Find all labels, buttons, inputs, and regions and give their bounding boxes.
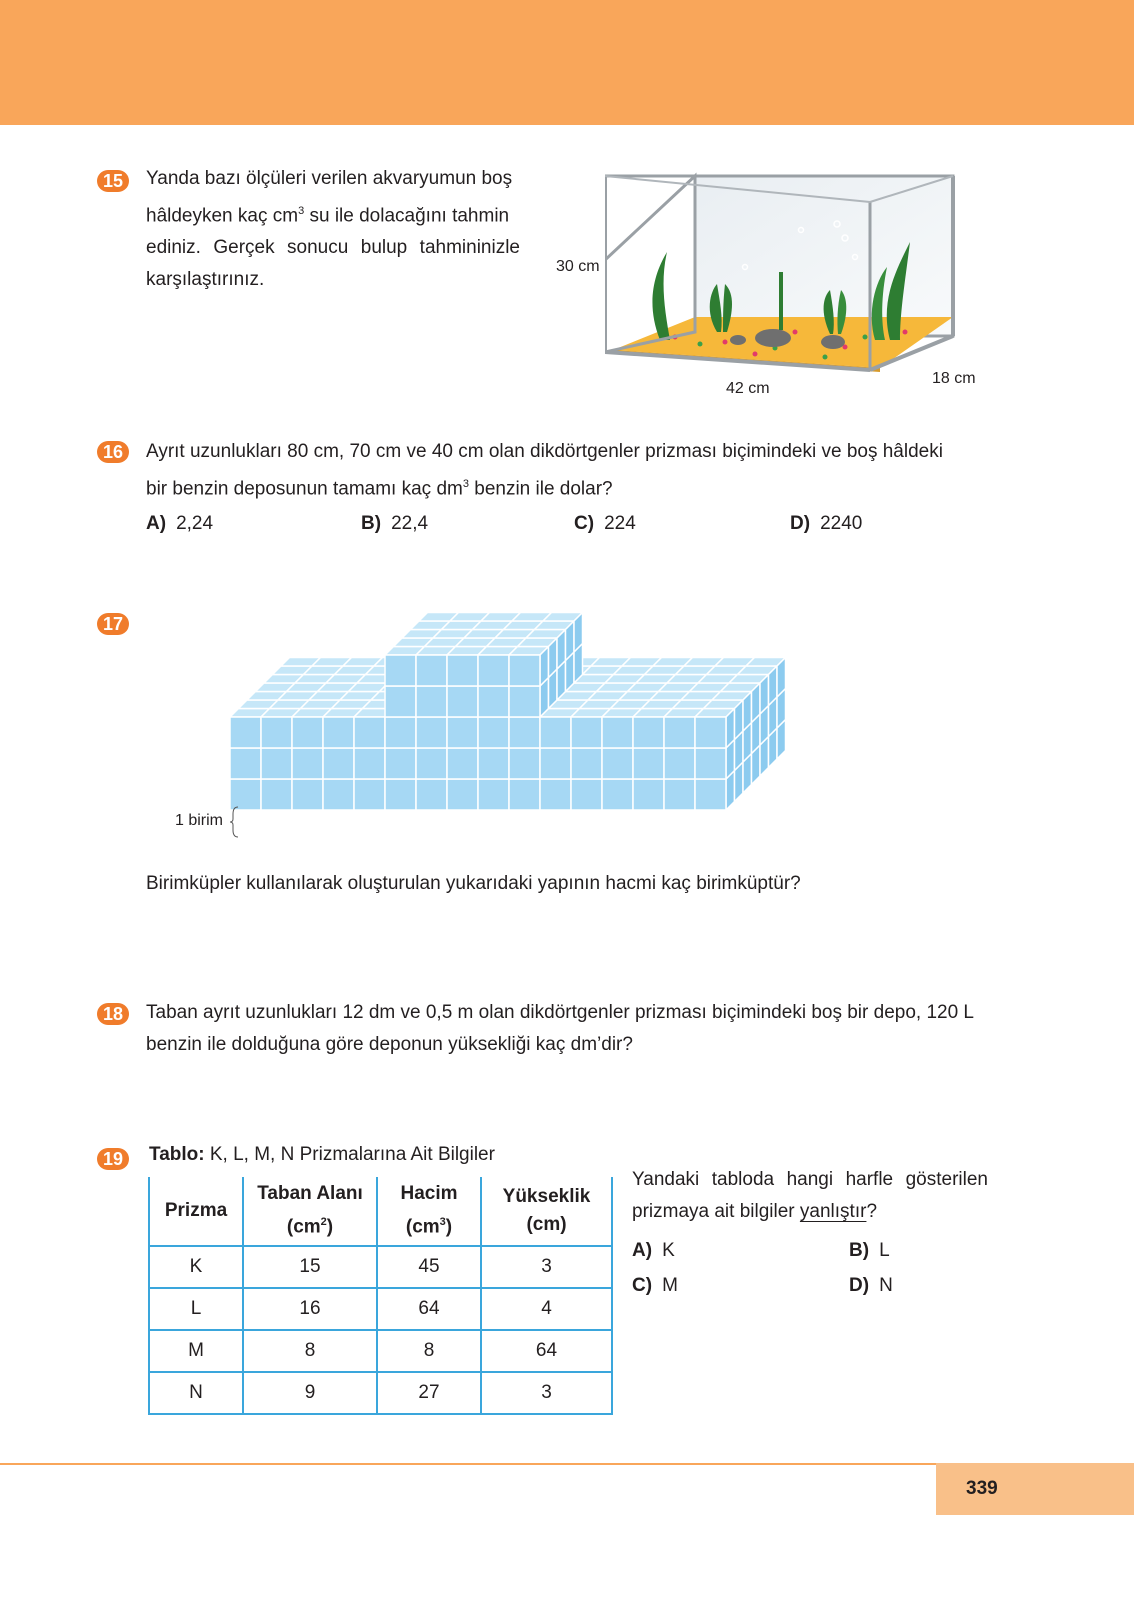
q19-question-line-2: prizmaya ait bilgiler yanlıştır? xyxy=(632,1201,878,1222)
cell-hacim: 27 xyxy=(377,1372,481,1414)
q17-question: Birimküpler kullanılarak oluşturulan yukarıdaki yapının hacmi kaç birimküptür? xyxy=(146,873,801,894)
q15-line-1: Yanda bazı ölçüleri verilen akvaryumun boş xyxy=(146,168,513,189)
cell-yukseklik: 3 xyxy=(481,1372,612,1414)
q19-option-b[interactable]: B) L xyxy=(849,1240,890,1261)
prism-info-table xyxy=(148,1177,613,1415)
cube-face xyxy=(633,779,664,810)
q16-line-1: Ayrıt uzunlukları 80 cm, 70 cm ve 40 cm olan dikdörtgenler prizması biçimindeki ve boş hâldeki xyxy=(146,441,943,462)
unit-brace xyxy=(230,806,240,838)
question-number-17: 17 xyxy=(97,613,129,635)
cube-face xyxy=(292,779,323,810)
cube-face xyxy=(385,748,416,779)
cube-face xyxy=(478,779,509,810)
cube-face xyxy=(509,717,540,748)
q15-line-2: hâldeyken kaç $cm^3$ su ile dolacağını tahmin xyxy=(146,205,510,227)
table-row xyxy=(149,1330,612,1372)
cell-taban: 16 xyxy=(243,1288,377,1330)
cube-face xyxy=(478,748,509,779)
cell-taban: 9 xyxy=(243,1372,377,1414)
q16-option-c[interactable]: C) 224 xyxy=(574,513,636,534)
q16-option-b[interactable]: B) 22,4 xyxy=(361,513,429,534)
cube-face xyxy=(447,748,478,779)
unit-label: 1 birim xyxy=(175,812,224,829)
cube-face xyxy=(478,717,509,748)
cube-face xyxy=(416,779,447,810)
q18-line-2: benzin ile dolduğuna göre deponun yüksekliği kaç dm’dir? xyxy=(146,1034,633,1055)
cube-face xyxy=(509,655,540,686)
header-band xyxy=(0,0,1134,125)
table-row xyxy=(149,1246,612,1288)
q15-line-3: ediniz. Gerçek sonucu bulup tahmininizle xyxy=(146,237,520,259)
cell-taban: 15 xyxy=(243,1246,377,1288)
question-15-text xyxy=(146,163,520,296)
cube-face xyxy=(261,717,292,748)
cube-face xyxy=(540,717,571,748)
cube-face xyxy=(695,717,726,748)
cube-face xyxy=(571,717,602,748)
aquarium-height-label: 30 cm xyxy=(556,258,600,275)
question-number-16: 16 xyxy=(97,441,129,463)
question-number-18: 18 xyxy=(97,1003,129,1025)
q16-option-d[interactable]: D) 2240 xyxy=(790,513,863,534)
q16-line-2: bir benzin deposunun tamamı kaç $dm^3$ benzin ile dolar? xyxy=(146,478,613,500)
cube-face xyxy=(292,717,323,748)
page-number: 339 xyxy=(966,1478,998,1499)
q19-question-line-1: Yandaki tabloda hangi harfle gösterilen xyxy=(632,1169,988,1190)
cell-hacim: 64 xyxy=(377,1288,481,1330)
cube-face xyxy=(695,748,726,779)
underlined-word: yanlıştır xyxy=(799,1201,867,1222)
table-row xyxy=(149,1372,612,1414)
cube-face xyxy=(664,779,695,810)
cube-face xyxy=(509,686,540,717)
cell-taban: 8 xyxy=(243,1330,377,1372)
footer-rule xyxy=(0,1463,940,1465)
cube-face xyxy=(354,717,385,748)
cube-face xyxy=(602,717,633,748)
cube-face xyxy=(385,779,416,810)
header-taban-alani: Taban Alanı $(cm^2)$ xyxy=(243,1177,377,1246)
cell-hacim: 45 xyxy=(377,1246,481,1288)
cube-face xyxy=(230,748,261,779)
cube-face xyxy=(540,779,571,810)
cube-face xyxy=(292,748,323,779)
cube-face xyxy=(447,779,478,810)
q15-line-4: karşılaştırınız. xyxy=(146,269,265,291)
cube-face xyxy=(695,779,726,810)
header-prizma: Prizma xyxy=(149,1177,243,1246)
cube-face xyxy=(478,655,509,686)
cube-face xyxy=(633,717,664,748)
cube-face xyxy=(354,748,385,779)
cell-hacim: 8 xyxy=(377,1330,481,1372)
cell-yukseklik: 64 xyxy=(481,1330,612,1372)
cube-face xyxy=(385,717,416,748)
aquarium-length-label: 42 cm xyxy=(726,380,770,397)
table-header-row xyxy=(149,1177,612,1246)
cube-face xyxy=(664,748,695,779)
cube-face xyxy=(230,717,261,748)
cube-face xyxy=(602,748,633,779)
cube-face xyxy=(416,686,447,717)
q19-option-a[interactable]: A) K xyxy=(632,1240,675,1261)
cube-face xyxy=(540,748,571,779)
cube-face xyxy=(447,686,478,717)
table-row xyxy=(149,1288,612,1330)
q19-option-d[interactable]: D) N xyxy=(849,1275,893,1296)
cube-face xyxy=(447,717,478,748)
header-yukseklik: Yükseklik (cm) xyxy=(481,1177,612,1246)
q18-line-1: Taban ayrıt uzunlukları 12 dm ve 0,5 m olan dikdörtgenler prizması biçimindeki boş bir depo, 120 L xyxy=(146,1002,974,1023)
cube-face xyxy=(261,779,292,810)
cell-prizma: N xyxy=(149,1372,243,1414)
cube-face xyxy=(416,717,447,748)
aquarium-width-label: 18 cm xyxy=(932,370,976,387)
cube-face xyxy=(571,779,602,810)
cube-face xyxy=(571,748,602,779)
cell-prizma: L xyxy=(149,1288,243,1330)
question-number-15: 15 xyxy=(97,170,129,192)
cell-yukseklik: 3 xyxy=(481,1246,612,1288)
cube-face xyxy=(416,655,447,686)
cube-face xyxy=(664,717,695,748)
aquarium-illustration xyxy=(605,172,965,382)
cube-face xyxy=(323,779,354,810)
cube-face xyxy=(416,748,447,779)
q16-option-a[interactable]: A) 2,24 xyxy=(146,513,214,534)
cube-face xyxy=(478,686,509,717)
header-hacim: Hacim $(cm^3)$ xyxy=(377,1177,481,1246)
cube-face xyxy=(385,655,416,686)
question-number-19: 19 xyxy=(97,1148,129,1170)
table-caption: Tablo: K, L, M, N Prizmalarına Ait Bilgiler xyxy=(149,1144,495,1165)
cell-prizma: M xyxy=(149,1330,243,1372)
cube-face xyxy=(385,686,416,717)
cell-prizma: K xyxy=(149,1246,243,1288)
cube-face xyxy=(261,748,292,779)
cube-face xyxy=(354,779,385,810)
cube-face xyxy=(633,748,664,779)
cube-face xyxy=(509,779,540,810)
cube-face xyxy=(323,748,354,779)
cube-face xyxy=(509,748,540,779)
cube-face xyxy=(323,717,354,748)
cube-face xyxy=(447,655,478,686)
cell-yukseklik: 4 xyxy=(481,1288,612,1330)
q19-option-c[interactable]: C) M xyxy=(632,1275,678,1296)
cube-face xyxy=(602,779,633,810)
unit-cube-structure xyxy=(230,610,820,840)
